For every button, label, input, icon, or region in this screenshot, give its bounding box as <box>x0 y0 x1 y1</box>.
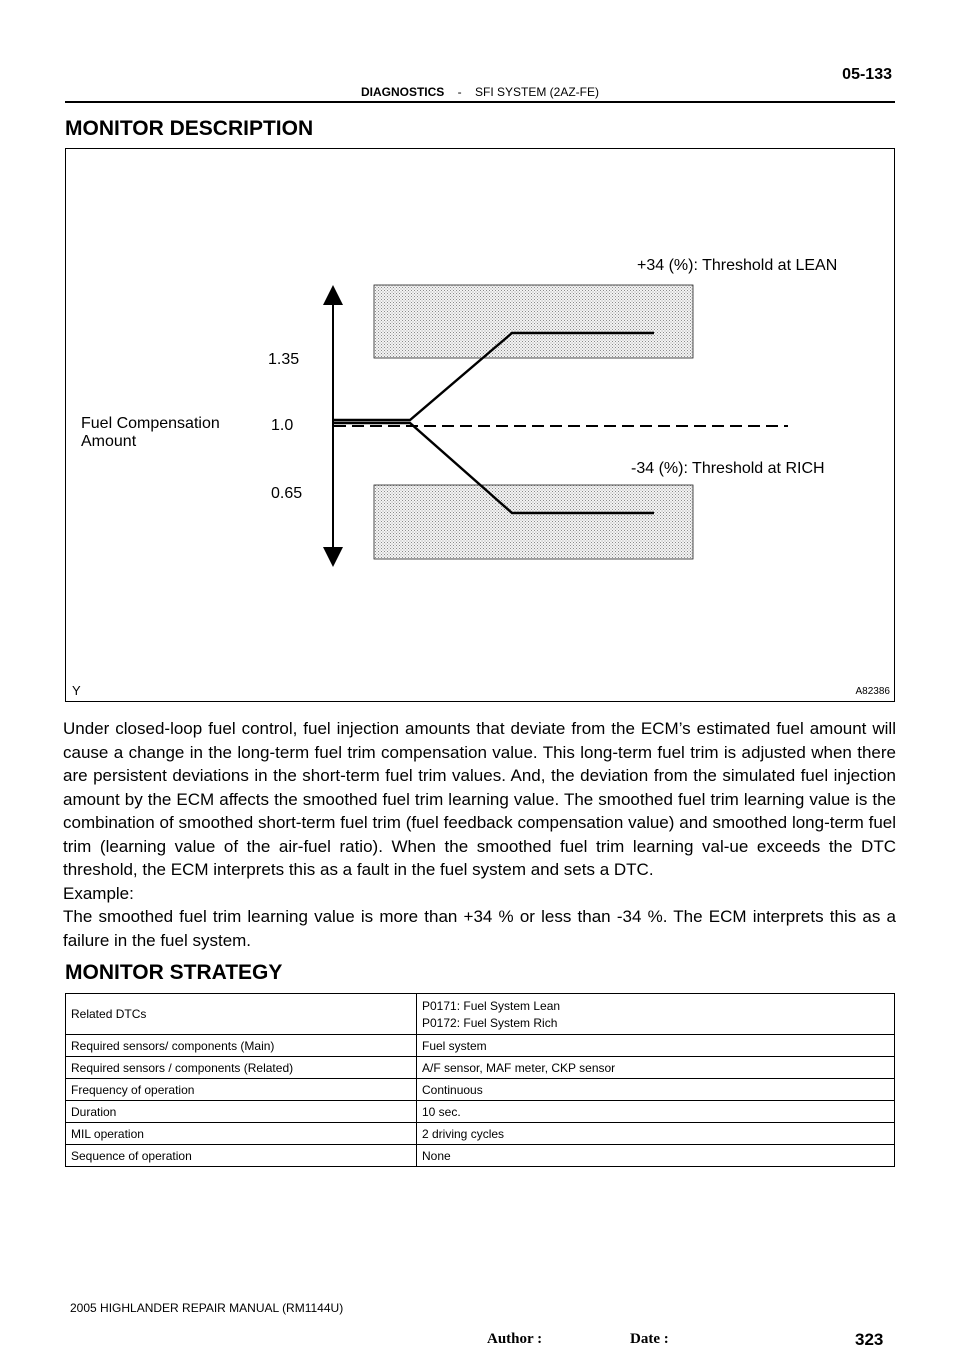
tick-label-high: 1.35 <box>268 351 300 368</box>
table-row <box>66 1123 895 1145</box>
example-paragraph: The smoothed fuel trim learning value is more than +34 % or less than -34 %. The ECM interprets this as a failure in the fuel system. <box>63 907 896 950</box>
footer-date: Date : <box>630 1331 669 1347</box>
table-row <box>66 1145 895 1167</box>
tick-label-low: 0.65 <box>271 485 303 502</box>
figure-corner-mark: Y <box>72 683 81 698</box>
example-label: Example: <box>63 883 134 903</box>
axis-label-line2: Amount <box>81 433 137 450</box>
fuel-compensation-figure <box>65 148 895 702</box>
description-text <box>63 717 896 952</box>
row-value <box>417 994 895 1035</box>
row-label: Frequency of operation <box>66 1079 417 1101</box>
row-label: Related DTCs <box>66 994 417 1035</box>
header-rule <box>65 101 895 103</box>
row-value: None <box>417 1145 895 1167</box>
row-value: 10 sec. <box>417 1101 895 1123</box>
row-label: Required sensors/ components (Main) <box>66 1035 417 1057</box>
row-value-line: P0171: Fuel System Lean <box>422 998 561 1013</box>
row-value: Continuous <box>417 1079 895 1101</box>
header-system: SFI SYSTEM (2AZ-FE) <box>475 85 600 99</box>
rich-threshold-zone <box>374 485 693 559</box>
section-heading-description: MONITOR DESCRIPTION <box>65 117 314 140</box>
table-row <box>66 1079 895 1101</box>
footer-page-number: 323 <box>855 1330 884 1349</box>
header-section: DIAGNOSTICS <box>360 85 445 99</box>
description-paragraph: Under closed-loop fuel control, fuel injection amounts that deviate from the ECM’s estimated fuel amount will cause a change in the long-term fuel trim compensation value. This long-term fuel trim is adjusted when there are persistent deviations in the short-term fuel trim values. And, the deviation from the simulated fuel injection amount by the ECM affects the smoothed fuel trim learning value. The smoothed fuel trim learning value is the combination of smoothed short-term fuel trim (fuel feedback compensation value) and smoothed long-term fuel trim (learning value of the air-fuel ratio). When the smoothed fuel trim learning val-ue exceeds the DTC threshold, the ECM interprets this as a fault in the fuel system and sets a DTC. <box>63 719 896 879</box>
row-label: Duration <box>66 1101 417 1123</box>
axis-label-line1: Fuel Compensation <box>81 415 220 432</box>
table-row <box>66 1057 895 1079</box>
figure-id: A82386 <box>855 686 890 697</box>
page-number: 05-133 <box>842 66 892 83</box>
row-value: 2 driving cycles <box>417 1123 895 1145</box>
running-header <box>0 85 960 99</box>
row-value: Fuel system <box>417 1035 895 1057</box>
row-value-line: P0172: Fuel System Rich <box>422 1015 558 1030</box>
rich-threshold-label: -34 (%): Threshold at RICH <box>631 460 825 477</box>
footer-manual-title: 2005 HIGHLANDER REPAIR MANUAL (RM1144U) <box>70 1301 344 1315</box>
header-separator: - <box>457 85 462 99</box>
row-value: A/F sensor, MAF meter, CKP sensor <box>417 1057 895 1079</box>
table-row <box>66 1035 895 1057</box>
tick-label-mid: 1.0 <box>271 417 294 434</box>
section-heading-strategy: MONITOR STRATEGY <box>65 961 283 984</box>
footer-author: Author : <box>487 1331 543 1347</box>
table-row <box>66 994 895 1035</box>
row-label: MIL operation <box>66 1123 417 1145</box>
row-label: Sequence of operation <box>66 1145 417 1167</box>
table-row <box>66 1101 895 1123</box>
monitor-strategy-table <box>65 993 895 1167</box>
lean-threshold-zone <box>374 285 693 358</box>
lean-threshold-label: +34 (%): Threshold at LEAN <box>637 257 838 274</box>
row-label: Required sensors / components (Related) <box>66 1057 417 1079</box>
